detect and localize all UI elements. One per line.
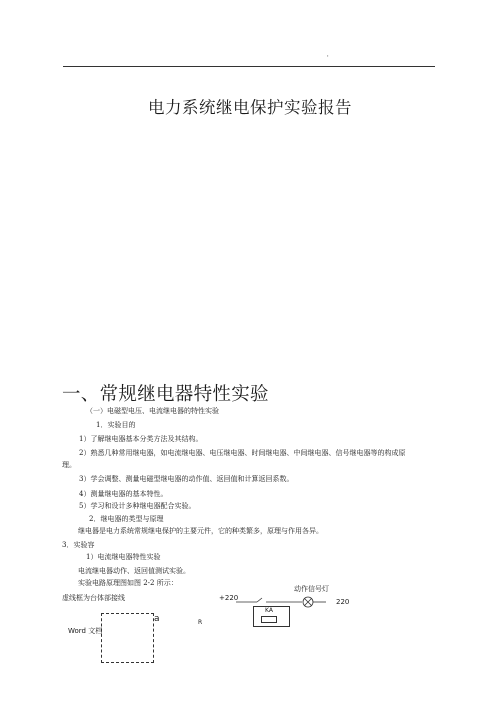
terminal-r-label: R (198, 619, 203, 626)
header-mark: ' (327, 55, 329, 62)
dashed-box-note: 虚线框为台体部接线 (62, 594, 125, 602)
signal-lamp-label: 动作信号灯 (294, 585, 329, 593)
supply-220-label: 220 (336, 598, 350, 606)
item-types: 2．继电器的类型与原理 (89, 515, 164, 523)
item-purpose: 1．实验目的 (96, 421, 136, 429)
purpose-1: 1）了解继电器基本分类方法及其结构。 (79, 435, 203, 443)
supply-plus-220-label: +220 (219, 594, 239, 602)
types-text: 继电器是电力系统常规继电保护的主要元件，它的种类繁多，原理与作用各异。 (78, 527, 323, 535)
content-text-1: 电流继电器动作、返回值测试实验。 (78, 567, 190, 575)
purpose-3: 3）学会调整、测量电磁型继电器的动作值、返回值和计算返回系数。 (79, 475, 294, 483)
document-title: 电力系统继电保护实验报告 (148, 98, 352, 117)
content-text-2: 实验电路原理图如图 2-2 所示： (78, 579, 178, 587)
item-content: 3．实验容 (62, 541, 95, 549)
word-document-label: Word 文档 (68, 627, 103, 635)
purpose-2-line-2: 理。 (62, 461, 76, 469)
purpose-4: 4）测量继电器的基本特性。 (79, 490, 168, 498)
purpose-2-line-1: 2）熟悉几种常用继电器，如电流继电器、电压继电器、时间继电器、中间继电器、信号继电器等的构成原 (79, 449, 406, 457)
section-heading: 一、常规继电器特性实验 (62, 384, 269, 405)
terminal-a-label: a (154, 614, 160, 624)
relay-ka-contact (261, 616, 277, 623)
content-1: 1）电流继电器特性实验 (86, 553, 161, 561)
relay-ka-label: KA (265, 607, 273, 614)
purpose-5: 5）学习和设计多种继电器配合实验。 (79, 502, 196, 510)
subsection-title: （一）电磁型电压、电流继电器的特性实验 (86, 407, 219, 415)
